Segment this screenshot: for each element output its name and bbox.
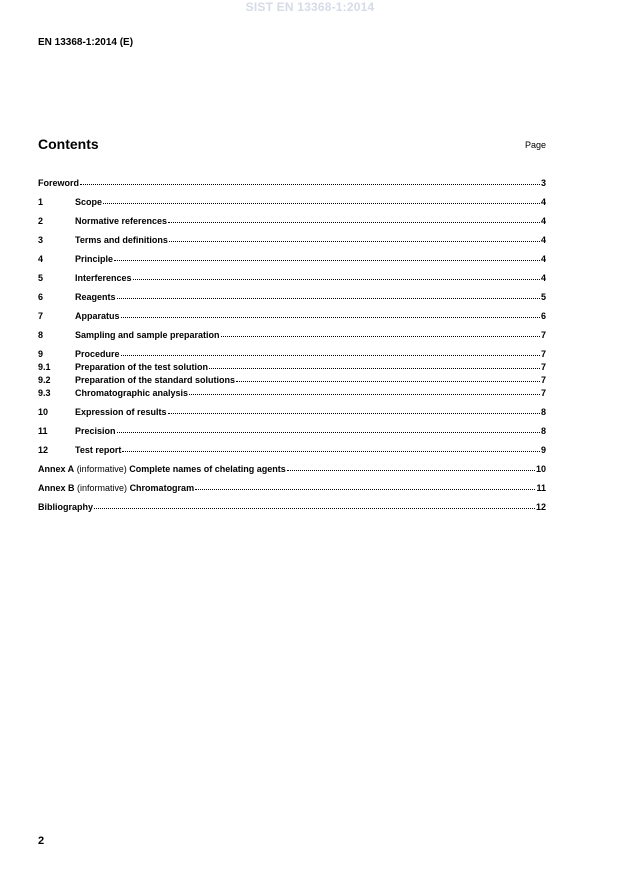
toc-entry-number: 8 xyxy=(38,330,44,340)
toc-entry-title: Normative references xyxy=(75,216,168,226)
dot-leader xyxy=(168,213,540,223)
toc-entry-number: 9.3 xyxy=(38,388,51,398)
document-id: EN 13368-1:2014 (E) xyxy=(38,37,134,48)
toc-entry-page: 9 xyxy=(540,445,546,455)
toc-entry[interactable] xyxy=(38,233,546,245)
toc-entry-title: Scope xyxy=(75,197,103,207)
toc-entry-page: 12 xyxy=(535,502,546,512)
toc-entry[interactable] xyxy=(38,405,546,417)
dot-leader xyxy=(121,346,540,356)
toc-entry-title: Procedure xyxy=(75,349,120,359)
contents-heading: Contents xyxy=(38,136,99,152)
dot-leader xyxy=(122,442,540,452)
annex-label: Annex B xyxy=(38,483,75,493)
toc-subentry[interactable] xyxy=(38,360,546,372)
toc-entry[interactable] xyxy=(38,271,546,283)
toc-entry-number: 6 xyxy=(38,292,44,302)
dot-leader xyxy=(94,499,535,509)
dot-leader xyxy=(117,423,540,433)
toc-entry[interactable] xyxy=(38,347,546,359)
toc-annex-b[interactable] xyxy=(38,481,546,493)
toc-entry-title: Principle xyxy=(75,254,114,264)
toc-entry[interactable] xyxy=(38,252,546,264)
toc-entry-number: 9.2 xyxy=(38,375,51,385)
dot-leader xyxy=(114,251,540,261)
toc-entry[interactable] xyxy=(38,424,546,436)
annex-title: Chromatogram xyxy=(129,483,195,493)
toc-entry-page: 7 xyxy=(540,388,546,398)
dot-leader xyxy=(221,327,540,337)
toc-entry-page: 7 xyxy=(540,362,546,372)
toc-entry-page: 8 xyxy=(540,426,546,436)
toc-entry-page: 8 xyxy=(540,407,546,417)
toc-entry-page: 11 xyxy=(536,483,546,493)
toc-entry[interactable] xyxy=(38,195,546,207)
toc-entry-bibliography[interactable] xyxy=(38,500,546,512)
dot-leader xyxy=(169,232,540,242)
toc-entry-title: Preparation of the test solution xyxy=(75,362,209,372)
toc-entry-page: 4 xyxy=(540,273,546,283)
annex-note: (informative) xyxy=(77,483,128,493)
toc-annex-a[interactable] xyxy=(38,462,546,474)
toc-entry-title: Bibliography xyxy=(38,502,94,512)
toc-entry-title: Chromatographic analysis xyxy=(75,388,189,398)
watermark: SIST EN 13368-1:2014 xyxy=(245,0,375,14)
toc-entry-number: 10 xyxy=(38,407,49,417)
toc-entry-number: 11 xyxy=(38,426,48,436)
toc-entry[interactable] xyxy=(38,290,546,302)
dot-leader xyxy=(168,404,540,414)
toc-entry-number: 4 xyxy=(38,254,44,264)
toc-entry-title: Reagents xyxy=(75,292,116,302)
toc-subentry[interactable] xyxy=(38,386,546,398)
toc-entry[interactable] xyxy=(38,328,546,340)
annex-note: (informative) xyxy=(76,464,127,474)
toc-entry-title: Preparation of the standard solutions xyxy=(75,375,236,385)
toc-entry-page: 4 xyxy=(540,254,546,264)
toc-entry-number: 2 xyxy=(38,216,44,226)
page-column-label: Page xyxy=(524,140,546,150)
toc-entry-page: 10 xyxy=(535,464,546,474)
dot-leader xyxy=(189,385,540,395)
toc-entry-number: 3 xyxy=(38,235,44,245)
toc-entry-title: Test report xyxy=(75,445,122,455)
toc-entry-number: 7 xyxy=(38,311,44,321)
toc-entry-page: 7 xyxy=(540,349,546,359)
toc-entry-title: Precision xyxy=(75,426,116,436)
toc-entry[interactable] xyxy=(38,214,546,226)
toc-entry-page: 3 xyxy=(540,178,546,188)
toc-subentry[interactable] xyxy=(38,373,546,385)
toc-entry-page: 7 xyxy=(540,375,546,385)
dot-leader xyxy=(133,270,540,280)
toc-entry-title: Interferences xyxy=(75,273,132,283)
toc-entry-title: Sampling and sample preparation xyxy=(75,330,220,340)
dot-leader xyxy=(121,308,540,318)
toc-entry-page: 5 xyxy=(540,292,546,302)
dot-leader xyxy=(195,480,535,490)
toc-entry-page: 4 xyxy=(540,216,546,226)
annex-title: Complete names of chelating agents xyxy=(129,464,286,474)
toc-entry-number: 1 xyxy=(38,197,44,207)
toc-entry-title: Expression of results xyxy=(75,407,167,417)
toc-entry[interactable] xyxy=(38,443,546,455)
toc-entry-foreword[interactable] xyxy=(38,176,546,188)
toc-entry-number: 12 xyxy=(38,445,49,455)
annex-label: Annex A xyxy=(38,464,75,474)
dot-leader xyxy=(117,289,540,299)
toc-entry[interactable] xyxy=(38,309,546,321)
page-number: 2 xyxy=(38,835,45,847)
toc-entry-page: 4 xyxy=(540,197,546,207)
toc-entry-number: 9.1 xyxy=(38,362,51,372)
toc-entry-number: 9 xyxy=(38,349,44,359)
dot-leader xyxy=(103,194,540,204)
toc-entry-page: 4 xyxy=(540,235,546,245)
toc-entry-title: Apparatus xyxy=(75,311,120,321)
toc-entry-number: 5 xyxy=(38,273,44,283)
toc-entry-title: Terms and definitions xyxy=(75,235,168,245)
dot-leader xyxy=(209,359,540,369)
toc-entry-title: Foreword xyxy=(38,178,80,188)
table-of-contents xyxy=(38,176,546,512)
toc-entry-page: 7 xyxy=(540,330,546,340)
dot-leader xyxy=(287,461,535,471)
dot-leader xyxy=(236,372,540,382)
dot-leader xyxy=(80,175,540,185)
toc-entry-page: 6 xyxy=(540,311,546,321)
